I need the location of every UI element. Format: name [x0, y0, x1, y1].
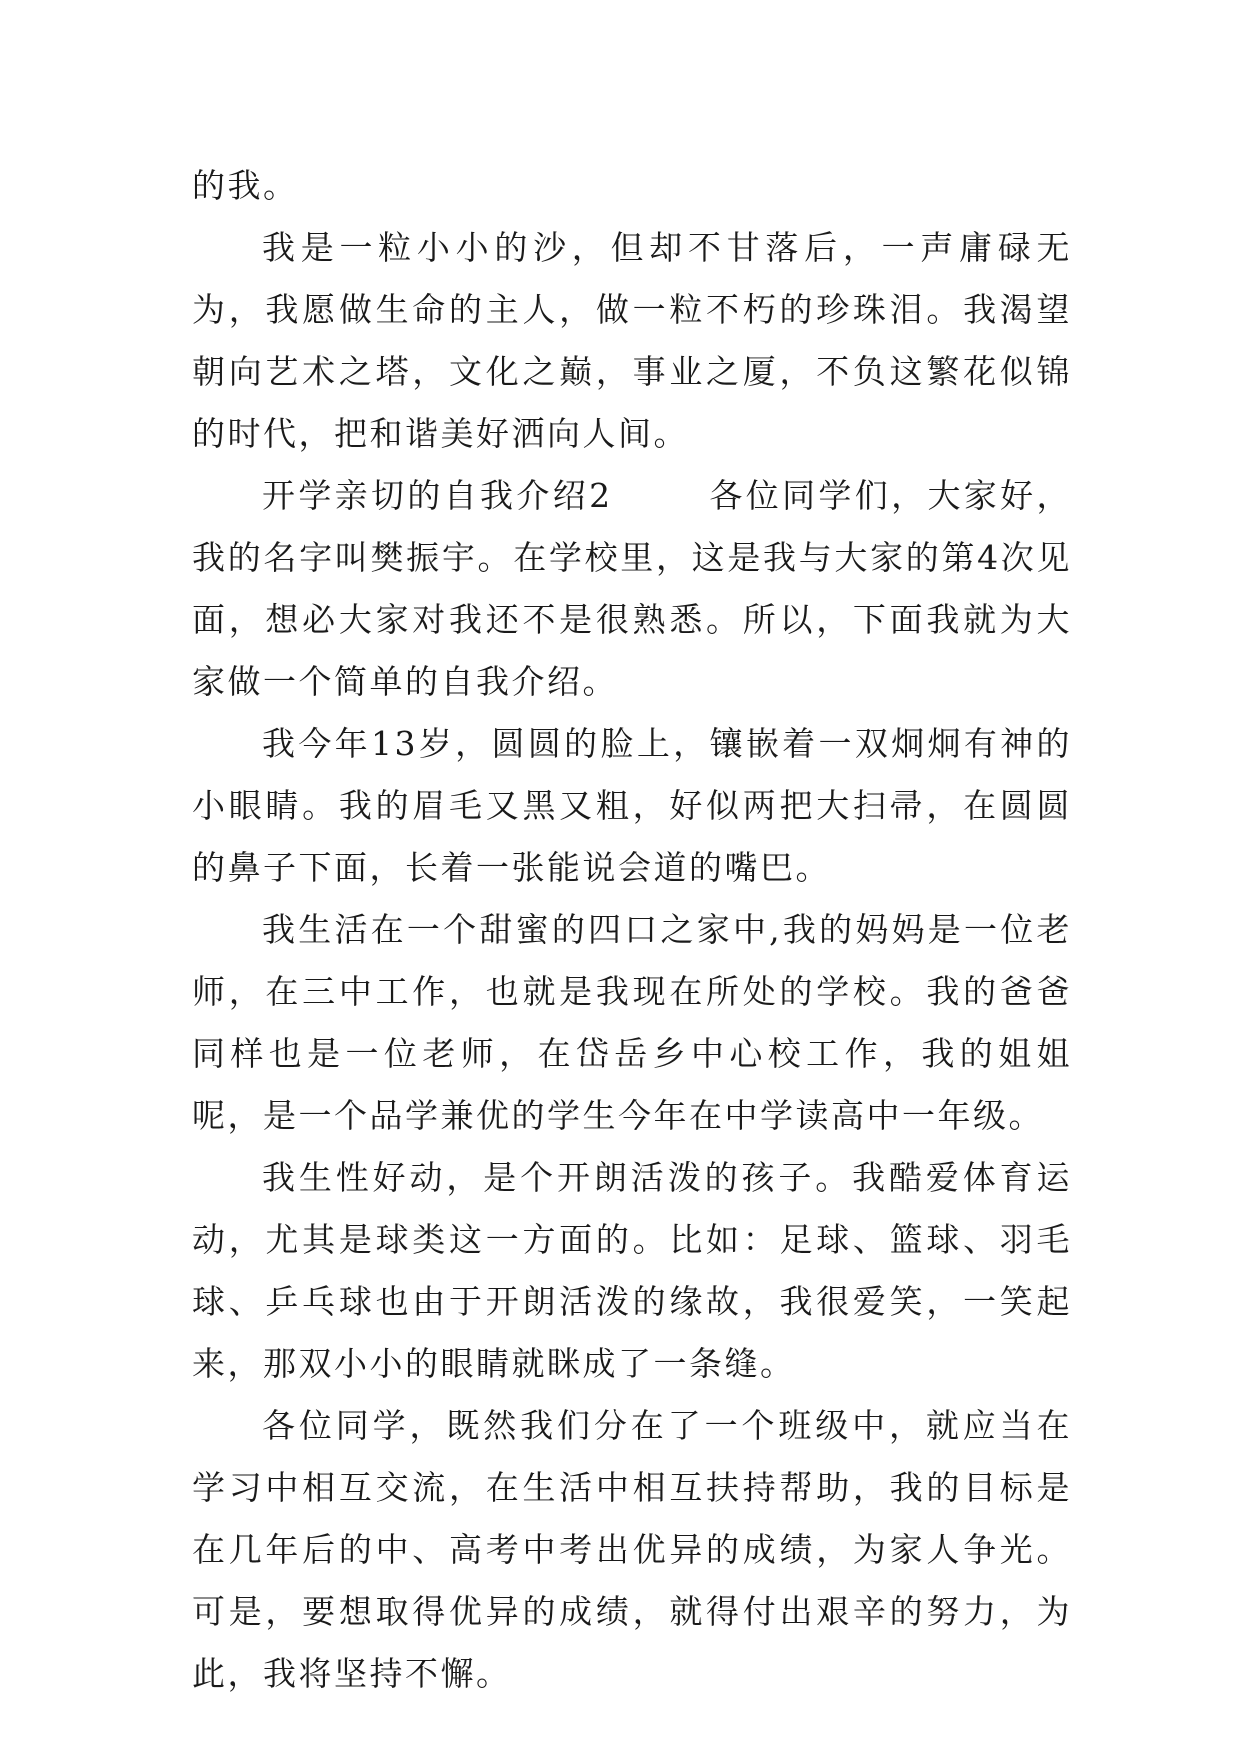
- paragraph-family: 我生活在一个甜蜜的四口之家中,我的妈妈是一位老师，在三中工作，也就是我现在所处的学校。我的爸爸同样也是一位老师，在岱岳乡中心校工作，我的姐姐呢，是一个品学兼优的学生今年在中学读高中一年级。: [192, 910, 1072, 1135]
- paragraph-continuation: 的我。: [192, 166, 299, 205]
- document-body: [192, 155, 1072, 1705]
- paragraph-intro-heading: [192, 465, 1072, 713]
- paragraph-appearance: 我今年13岁，圆圆的脸上，镶嵌着一双炯炯有神的小眼睛。我的眉毛又黑又粗，好似两把大扫帚，在圆圆的鼻子下面，长着一张能说会道的嘴巴。: [192, 724, 1072, 887]
- title-gap: [613, 476, 710, 515]
- paragraph-personality: 我生性好动，是个开朗活泼的孩子。我酷爱体育运动，尤其是球类这一方面的。比如：足球、篮球、羽毛球、乒乓球也由于开朗活泼的缘故，我很爱笑，一笑起来，那双小小的眼睛就眯成了一条缝。: [192, 1158, 1072, 1383]
- paragraph-goal: 各位同学，既然我们分在了一个班级中，就应当在学习中相互交流，在生活中相互扶持帮助，我的目标是在几年后的中、高考中考出优异的成绩，为家人争光。可是，要想取得优异的成绩，就得付出艰辛的努力，为此，我将坚持不懈。: [192, 1406, 1072, 1693]
- section-title: 开学亲切的自我介绍2: [262, 476, 613, 515]
- paragraph-sand: 我是一粒小小的沙，但却不甘落后，一声庸碌无为，我愿做生命的主人，做一粒不朽的珍珠泪。我渴望朝向艺术之塔，文化之巅，事业之厦，不负这繁花似锦的时代，把和谐美好洒向人间。: [192, 228, 1072, 453]
- paragraph-intro-text: 各位同学们，大家好，我的名字叫樊振宇。在学校里，这是我与大家的第4次见面，想必大家对我还不是很熟悉。所以，下面我就为大家做一个简单的自我介绍。: [192, 476, 1072, 701]
